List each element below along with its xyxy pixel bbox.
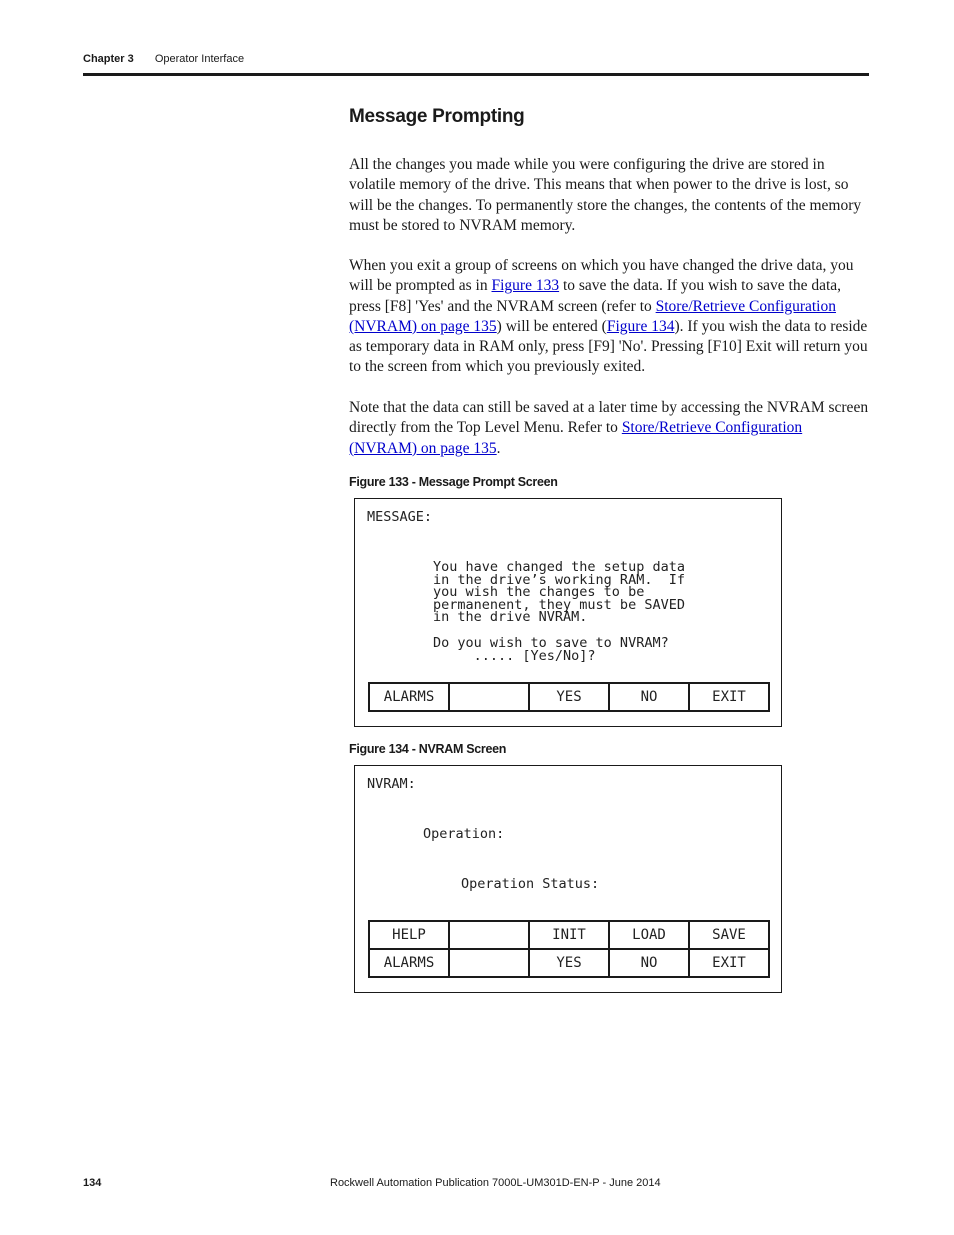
paragraph-prompt <box>349 256 869 378</box>
text-run: When you exit a group of screens on which you have changed the drive data, you will be prompted as in <box>349 257 854 295</box>
running-header <box>83 53 244 65</box>
message-prompt-screen <box>354 498 782 727</box>
screen-title: MESSAGE: <box>367 509 433 525</box>
fkey-help[interactable]: HELP <box>370 922 448 948</box>
screen-message-body: You have changed the setup data in the drive’s working RAM. If you wish the changes to be permanenent, they must be SAVED in the drive NVRAM. <box>433 559 685 626</box>
link-store-retrieve-config[interactable]: Store/Retrieve Configuration (NVRAM) on page 135 <box>349 297 836 335</box>
screen-title: NVRAM: <box>367 776 416 792</box>
operation-status-label: Operation Status: <box>461 876 600 892</box>
screen-save-question: Do you wish to save to NVRAM? ..... [Yes/No]? <box>433 635 669 664</box>
paragraph-intro: All the changes you made while you were configuring the drive are stored in volatile memory of the drive. This means that when power to the drive is lost, so will be the changes. To permanently store the changes, the contents of the memory must be stored to NVRAM memory. <box>349 156 862 234</box>
function-key-bar <box>368 682 770 712</box>
fkey-alarms[interactable]: ALARMS <box>370 684 448 710</box>
figure-133-caption: Figure 133 - Message Prompt Screen <box>349 475 558 489</box>
function-key-bar-lower <box>368 948 770 978</box>
nvram-screen <box>354 765 782 993</box>
text-run: . <box>496 439 501 457</box>
fkey-save[interactable]: SAVE <box>690 922 768 948</box>
link-figure-133[interactable]: Figure 133 <box>491 277 560 295</box>
text-run: ). If you wish the data to reside as temporary data in RAM only, press [F9] 'No'. Pressing [F10] Exit will return you to the screen from which you previously exited. <box>349 317 868 376</box>
header-rule <box>83 73 869 76</box>
fkey-no[interactable]: NO <box>610 950 688 976</box>
figure-134-caption: Figure 134 - NVRAM Screen <box>349 742 507 756</box>
link-figure-134[interactable]: Figure 134 <box>606 317 675 335</box>
function-key-bar-upper <box>368 920 770 950</box>
text-run: to save the data. If you wish to save the data, press [F8] 'Yes' and the NVRAM screen (refer to <box>349 277 842 315</box>
fkey-blank <box>450 922 528 948</box>
fkey-blank <box>450 684 528 710</box>
link-store-retrieve-config-2[interactable]: Store/Retrieve Configuration (NVRAM) on page 135 <box>349 419 803 457</box>
publication-info: Rockwell Automation Publication 7000L-UM301D-EN-P - June 2014 <box>330 1177 661 1189</box>
section-title: Message Prompting <box>349 106 525 127</box>
chapter-label: Chapter 3 <box>83 53 134 65</box>
text-run: ) will be entered ( <box>496 317 607 335</box>
page-number: 134 <box>83 1177 102 1189</box>
section-label: Operator Interface <box>154 53 245 65</box>
fkey-exit[interactable]: EXIT <box>690 684 768 710</box>
fkey-yes[interactable]: YES <box>530 684 608 710</box>
paragraph-note <box>349 398 869 459</box>
fkey-blank <box>450 950 528 976</box>
fkey-load[interactable]: LOAD <box>610 922 688 948</box>
text-run: Note that the data can still be saved at a later time by accessing the NVRAM screen directly from the Top Level Menu. Refer to <box>349 399 869 437</box>
operation-label: Operation: <box>423 826 505 842</box>
fkey-init[interactable]: INIT <box>530 922 608 948</box>
fkey-alarms[interactable]: ALARMS <box>370 950 448 976</box>
fkey-yes[interactable]: YES <box>530 950 608 976</box>
fkey-no[interactable]: NO <box>610 684 688 710</box>
fkey-exit[interactable]: EXIT <box>690 950 768 976</box>
